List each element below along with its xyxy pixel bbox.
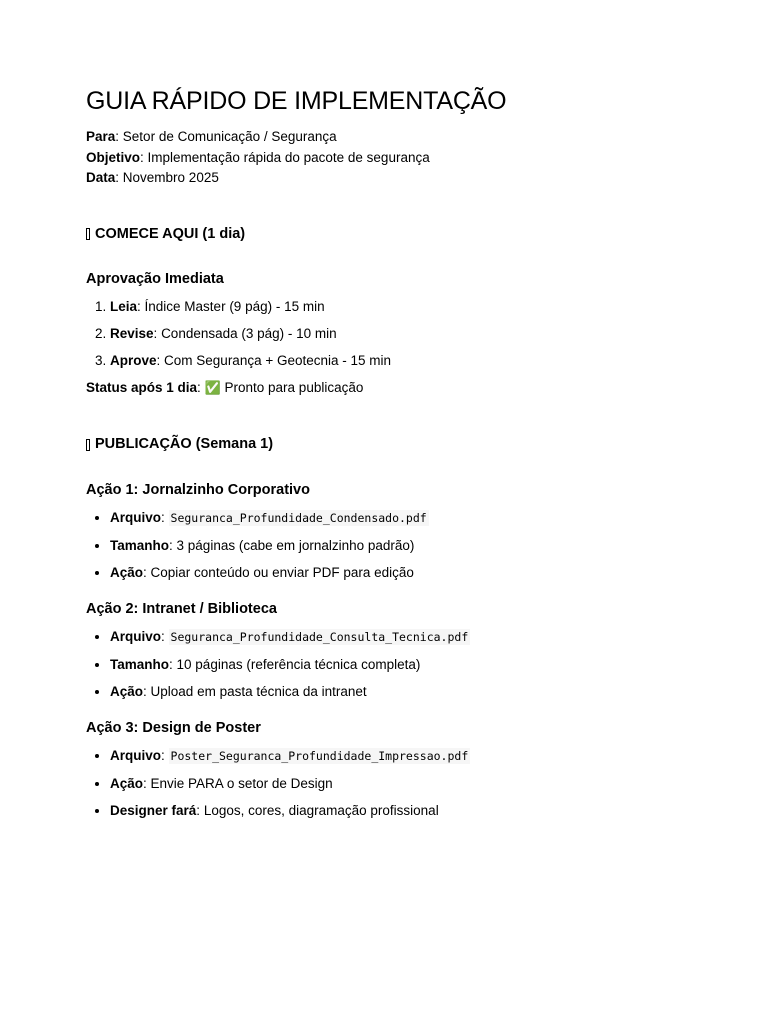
list-item: • Arquivo: Seguranca_Profundidade_Consulta_Tecnica.pdf bbox=[110, 623, 682, 651]
meta-objetivo-value: Implementação rápida do pacote de segurança bbox=[147, 149, 430, 165]
item-label: Ação bbox=[110, 683, 144, 699]
acao2-heading: Ação 2: Intranet / Biblioteca bbox=[86, 600, 277, 617]
meta-data: Data: Novembro 2025 bbox=[86, 170, 219, 185]
document-title: GUIA RÁPIDO DE IMPLEMENTAÇÃO bbox=[86, 87, 507, 115]
file-name: Seguranca_Profundidade_Consulta_Tecnica.pdf bbox=[170, 629, 469, 644]
step-label: Leia bbox=[110, 299, 138, 315]
list-item: 2. Revise: Condensada (3 pág) - 10 min bbox=[110, 320, 682, 347]
list-item: • Tamanho: 10 páginas (referência técnica completa) bbox=[110, 651, 682, 678]
section-publicacao-heading bbox=[86, 435, 682, 454]
missing-glyph-icon bbox=[86, 439, 90, 451]
step-text: Índice Master (9 pág) - 15 min bbox=[144, 299, 325, 315]
item-label: Arquivo bbox=[110, 628, 162, 644]
step-label: Aprove bbox=[110, 353, 157, 369]
meta-para-value: Setor de Comunicação / Segurança bbox=[122, 129, 337, 144]
item-text: 10 páginas (referência técnica completa) bbox=[176, 656, 421, 672]
acao1-heading: Ação 1: Jornalzinho Corporativo bbox=[86, 482, 310, 499]
item-label: Ação bbox=[110, 775, 144, 791]
item-text: Upload em pasta técnica da intranet bbox=[150, 683, 367, 699]
meta-para-label: Para bbox=[86, 129, 116, 144]
item-label: Arquivo bbox=[110, 509, 162, 525]
list-item: • Ação: Upload em pasta técnica da intranet bbox=[110, 678, 682, 705]
status-label: Status após 1 dia bbox=[86, 380, 198, 396]
section-comece-aqui-title: COMECE AQUI (1 dia) bbox=[95, 225, 246, 242]
section-comece-aqui-heading bbox=[86, 225, 682, 244]
step-text: Com Segurança + Geotecnia - 15 min bbox=[164, 353, 392, 369]
item-text: 3 páginas (cabe em jornalzinho padrão) bbox=[176, 537, 415, 553]
list-item: 1. Leia: Índice Master (9 pág) - 15 min bbox=[110, 293, 682, 320]
meta-data-value: Novembro 2025 bbox=[122, 170, 219, 185]
item-label: Tamanho bbox=[110, 656, 170, 672]
acao2-list bbox=[86, 623, 682, 705]
meta-objetivo: Objetivo: Implementação rápida do pacote de segurança bbox=[86, 149, 430, 165]
check-mark-icon: ✅ bbox=[204, 380, 221, 396]
item-text: Envie PARA o setor de Design bbox=[150, 775, 333, 791]
file-name: Seguranca_Profundidade_Condensado.pdf bbox=[170, 510, 427, 525]
list-item: • Ação: Envie PARA o setor de Design bbox=[110, 770, 682, 797]
status-line: Status após 1 dia: ✅ Pronto para publicação bbox=[86, 374, 682, 401]
item-text: Copiar conteúdo ou enviar PDF para edição bbox=[150, 564, 414, 580]
list-item: • Arquivo: Poster_Seguranca_Profundidade_Impressao.pdf bbox=[110, 742, 682, 770]
item-label: Tamanho bbox=[110, 537, 170, 553]
acao1-list bbox=[86, 504, 682, 586]
subsection-aprovacao-heading: Aprovação Imediata bbox=[86, 271, 224, 288]
meta-data-label: Data bbox=[86, 170, 116, 185]
file-name: Poster_Seguranca_Profundidade_Impressao.pdf bbox=[170, 748, 469, 763]
missing-glyph-icon bbox=[86, 228, 90, 240]
list-item: • Tamanho: 3 páginas (cabe em jornalzinho padrão) bbox=[110, 532, 682, 559]
acao3-heading: Ação 3: Design de Poster bbox=[86, 719, 261, 736]
acao3-list bbox=[86, 742, 682, 824]
list-item: • Arquivo: Seguranca_Profundidade_Condensado.pdf bbox=[110, 504, 682, 532]
meta-para: Para: Setor de Comunicação / Segurança bbox=[86, 129, 337, 144]
item-label: Ação bbox=[110, 564, 144, 580]
list-item: • Designer fará: Logos, cores, diagramação profissional bbox=[110, 797, 682, 824]
list-item: 3. Aprove: Com Segurança + Geotecnia - 15 min bbox=[110, 347, 682, 374]
meta-objetivo-label: Objetivo bbox=[86, 149, 141, 165]
item-label: Arquivo bbox=[110, 747, 162, 763]
item-label: Designer fará bbox=[110, 802, 197, 818]
status-text: Pronto para publicação bbox=[224, 380, 364, 396]
list-item: • Ação: Copiar conteúdo ou enviar PDF para edição bbox=[110, 559, 682, 586]
step-text: Condensada (3 pág) - 10 min bbox=[161, 326, 337, 342]
step-label: Revise bbox=[110, 326, 154, 342]
item-text: Logos, cores, diagramação profissional bbox=[203, 802, 439, 818]
section-publicacao-title: PUBLICAÇÃO (Semana 1) bbox=[95, 436, 274, 453]
approval-steps-list bbox=[86, 293, 682, 374]
